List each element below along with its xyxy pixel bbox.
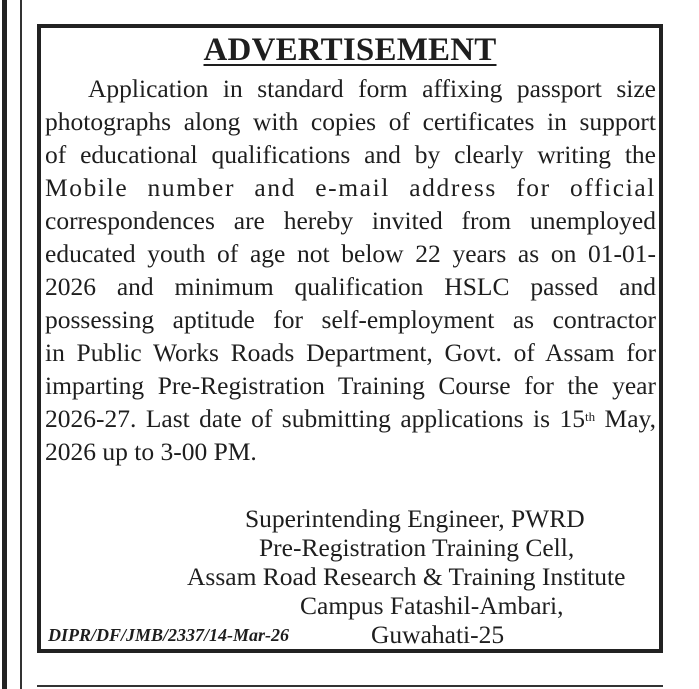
body-line: imparting Pre-Registration Training Course for the year <box>45 371 656 400</box>
last-date-text: 2026-27. Last date of submitting applications is 15 <box>45 404 585 433</box>
column-rule-thin <box>20 0 22 689</box>
body-line: possessing aptitude for self-employment as contractor <box>45 305 656 334</box>
reference-code: DIPR/DF/JMB/2337/14-Mar-26 <box>48 625 290 645</box>
signature-designation: Superintending Engineer, PWRD <box>245 504 585 533</box>
body-line: Application in standard form affixing passport size <box>88 74 656 103</box>
body-line: photographs along with copies of certificates in support <box>45 107 656 136</box>
signature-cell: Pre-Registration Training Cell, <box>259 533 575 562</box>
body-line: in Public Works Roads Department, Govt. of Assam for <box>45 338 656 367</box>
advertisement-box <box>37 24 663 653</box>
advertisement-heading: ADVERTISEMENT <box>203 32 497 68</box>
signature-institute: Assam Road Research & Training Institute <box>187 562 626 591</box>
body-line: correspondences are hereby invited from unemployed <box>45 206 656 235</box>
advertisement-body <box>45 72 656 468</box>
signature-city: Guwahati-25 <box>371 620 505 649</box>
body-line: of educational qualifications and by clearly writing the <box>45 140 656 169</box>
body-line-last-date <box>45 402 656 435</box>
body-line: Mobile number and e-mail address for official <box>45 173 656 202</box>
bottom-rule <box>37 685 663 687</box>
last-date-month: May, <box>595 404 656 433</box>
body-line: 2026 up to 3-00 PM. <box>45 437 257 466</box>
date-ordinal-suffix: th <box>584 409 596 424</box>
body-line: educated youth of age not below 22 years as on 01-01- <box>45 239 656 268</box>
signature-campus: Campus Fatashil-Ambari, <box>300 591 564 620</box>
body-line: 2026 and minimum qualification HSLC passed and <box>45 272 656 301</box>
column-rule-thick <box>2 0 7 689</box>
